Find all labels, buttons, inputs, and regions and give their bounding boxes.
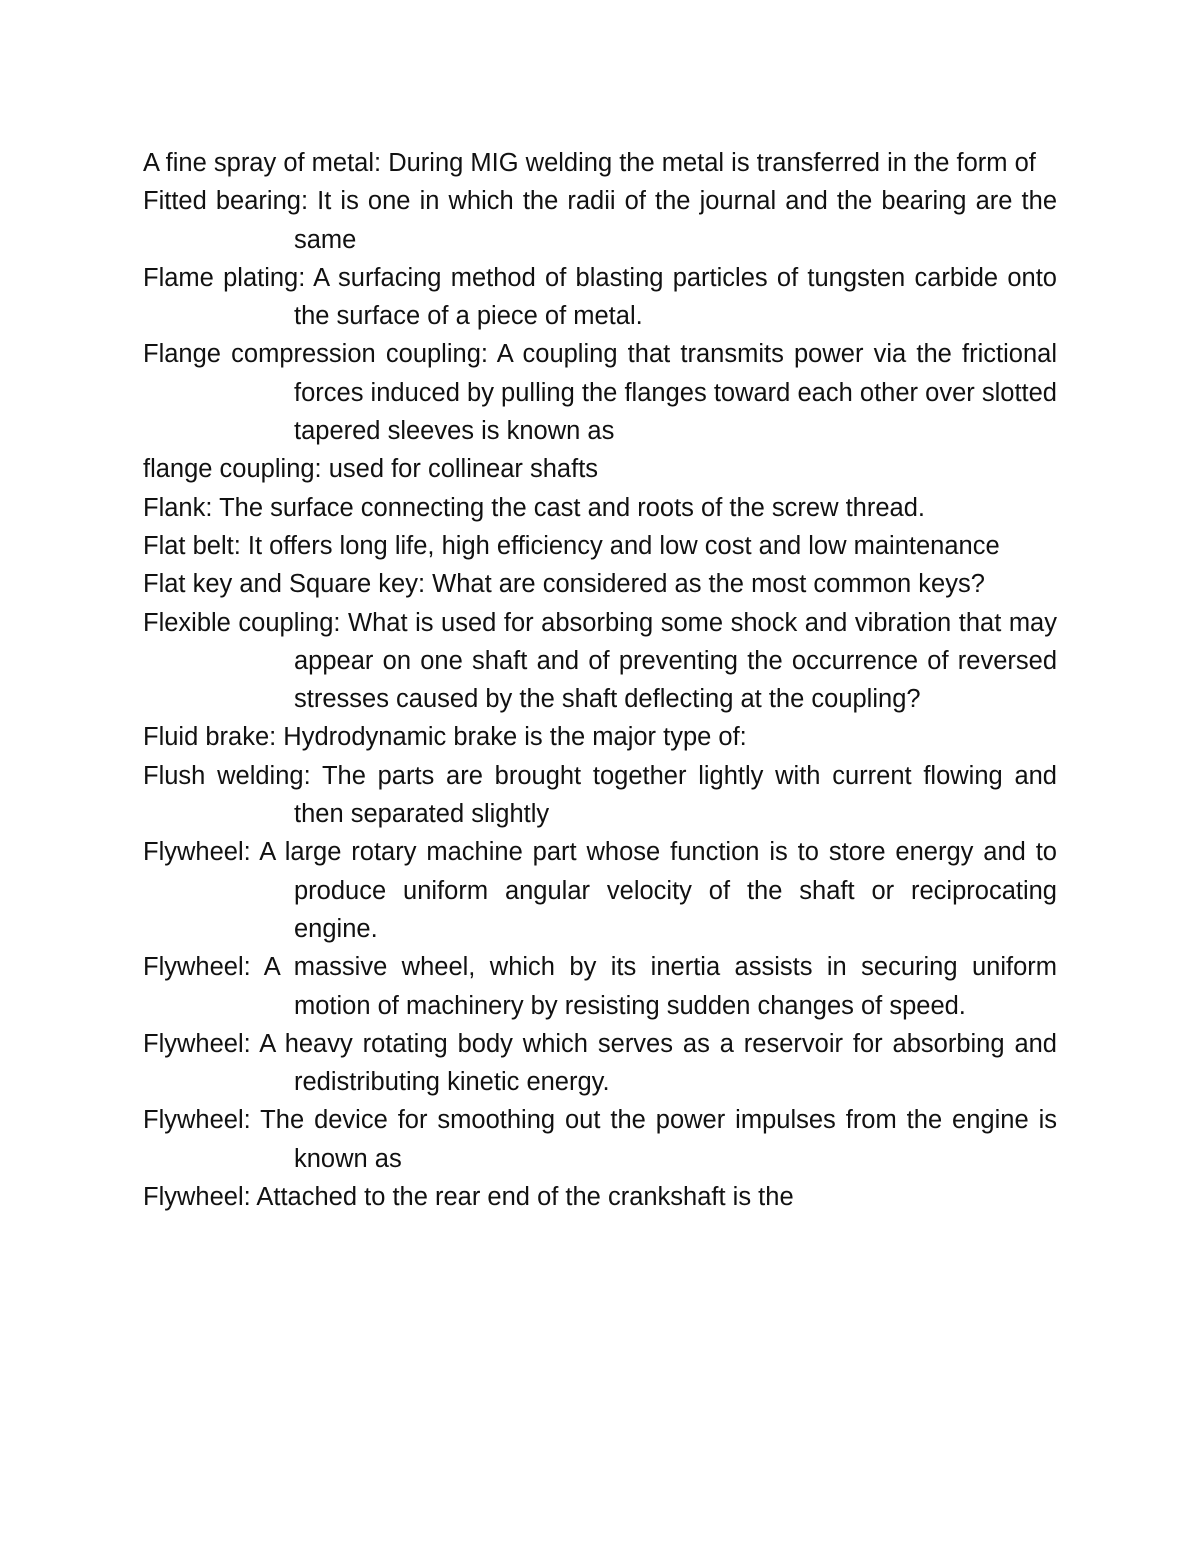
glossary-entry: Flange compression coupling: A coupling that transmits power via the frictional forces induced by pulling the flanges toward each other over slotted tapered sleeves is known as <box>143 340 1057 446</box>
glossary-entry: Flywheel: The device for smoothing out the power impulses from the engine is known as <box>143 1106 1057 1173</box>
glossary-entry: Flexible coupling: What is used for absorbing some shock and vibration that may appear on one shaft and of preventing the occurrence of reversed stresses caused by the shaft deflecting at the coupling? <box>143 608 1057 714</box>
glossary-entry: A fine spray of metal: During MIG welding the metal is transferred in the form of <box>143 149 1036 177</box>
glossary-entry: flange coupling: used for collinear shafts <box>143 455 599 484</box>
glossary-entry: Fitted bearing: It is one in which the radii of the journal and the bearing are the same <box>143 187 1057 254</box>
glossary-entry: Flywheel: A massive wheel, which by its inertia assists in securing uniform motion of machinery by resisting sudden changes of speed. <box>143 953 1057 1020</box>
glossary-entry: Flywheel: Attached to the rear end of the crankshaft is the <box>143 1183 794 1212</box>
glossary-entry: Flame plating: A surfacing method of blasting particles of tungsten carbide onto the surface of a piece of metal. <box>143 263 1057 331</box>
glossary-entry: Flat key and Square key: What are considered as the most common keys? <box>143 570 985 599</box>
glossary-entry: Flank: The surface connecting the cast and roots of the screw thread. <box>143 493 925 522</box>
glossary-entry: Flush welding: The parts are brought together lightly with current flowing and then separated slightly <box>143 761 1057 829</box>
glossary-entry: Flywheel: A heavy rotating body which serves as a reservoir for absorbing and redistributing kinetic energy. <box>143 1029 1057 1097</box>
glossary-entry: Fluid brake: Hydrodynamic brake is the major type of: <box>143 723 747 752</box>
glossary-entry: Flywheel: A large rotary machine part whose function is to store energy and to produce uniform angular velocity of the shaft or reciprocating engine. <box>143 838 1057 943</box>
document-page <box>143 144 1057 1216</box>
glossary-entry: Flat belt: It offers long life, high efficiency and low cost and low maintenance <box>143 531 1000 560</box>
